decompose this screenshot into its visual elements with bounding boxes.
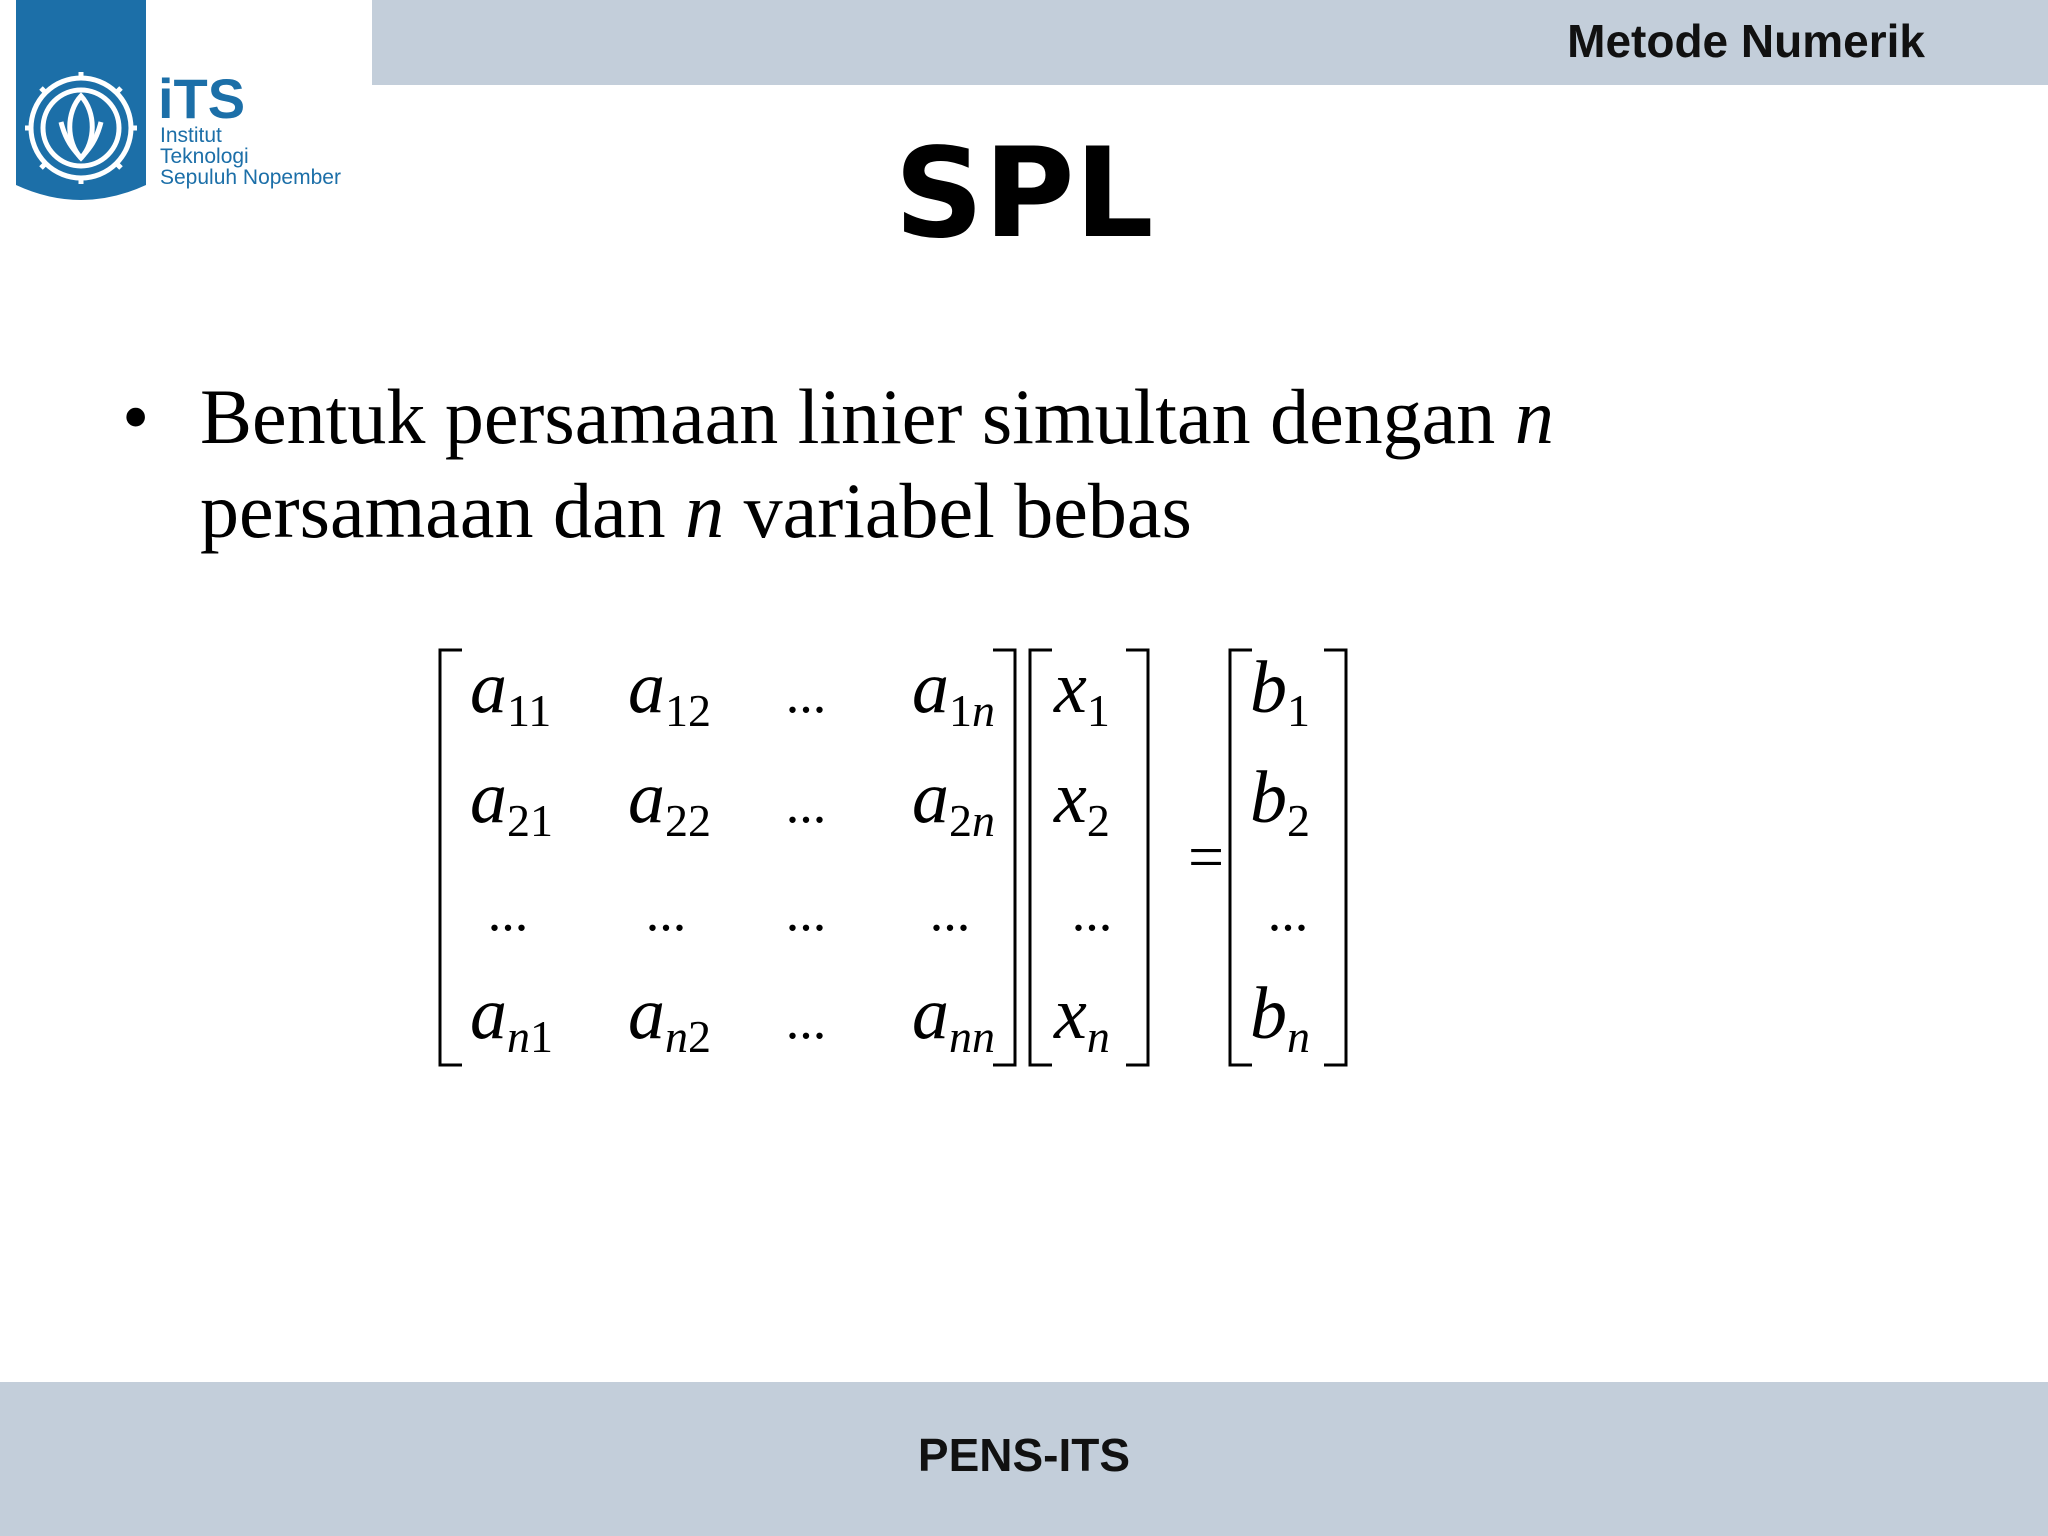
vector-b-cell-2: b2 bbox=[1250, 757, 1310, 846]
vector-x-cell-1: x1 bbox=[1054, 647, 1110, 736]
matrix-equation bbox=[420, 640, 1370, 1070]
matrix-a-cell-3-2: ... bbox=[645, 882, 687, 942]
matrix-a-cell-2-3: ... bbox=[785, 774, 827, 834]
course-title: Metode Numerik bbox=[1567, 15, 1925, 67]
vector-x-right-bracket bbox=[1126, 650, 1148, 1065]
bullet-text bbox=[200, 370, 1700, 558]
matrix-a-cell-1-4: a1n bbox=[912, 647, 995, 736]
matrix-a-cell-4-4: ann bbox=[912, 973, 995, 1062]
matrix-a-left-bracket bbox=[440, 650, 462, 1065]
vector-b-cell-4: bn bbox=[1250, 973, 1310, 1062]
equals-sign: = bbox=[1188, 821, 1225, 892]
bullet-var-n: n bbox=[1514, 373, 1554, 460]
bullet-text-part3: variabel bebas bbox=[724, 467, 1192, 554]
its-logo-abbr: iTS bbox=[158, 67, 246, 130]
matrix-a-right-bracket bbox=[993, 650, 1015, 1065]
vector-b-left-bracket bbox=[1230, 650, 1252, 1065]
footer-text: PENS-ITS bbox=[917, 1429, 1131, 1481]
matrix-a-cell-3-3: ... bbox=[785, 882, 827, 942]
matrix-a-cell-1-2: a12 bbox=[628, 647, 711, 736]
matrix-a-cell-3-1: ... bbox=[487, 882, 529, 942]
its-logo-line3: Sepuluh Nopember bbox=[160, 166, 341, 189]
matrix-a-cell-4-3: ... bbox=[785, 990, 827, 1050]
bullet-var-n-2: n bbox=[685, 467, 725, 554]
its-logo-line2: Teknologi bbox=[160, 145, 249, 168]
matrix-a-cell-2-4: a2n bbox=[912, 757, 995, 846]
bullet-text-part2: persamaan dan bbox=[200, 467, 686, 554]
matrix-a-cell-2-1: a21 bbox=[470, 757, 553, 846]
matrix-a-cell-1-3: ... bbox=[785, 664, 827, 724]
matrix-a-cell-4-2: an2 bbox=[628, 973, 711, 1062]
matrix-a-cell-3-4: ... bbox=[929, 882, 971, 942]
vector-b-cell-1: b1 bbox=[1250, 647, 1310, 736]
vector-x-cell-3: ... bbox=[1071, 882, 1113, 942]
vector-b-cell-3: ... bbox=[1267, 882, 1309, 942]
vector-x-cell-2: x2 bbox=[1054, 757, 1110, 846]
slide-title: SPL bbox=[894, 122, 1154, 266]
its-logo-line1: Institut bbox=[160, 124, 222, 147]
bullet-text-part1: Bentuk persamaan linier simultan dengan bbox=[200, 373, 1515, 460]
matrix-a-cell-4-1: an1 bbox=[470, 973, 553, 1062]
vector-x-cell-4: xn bbox=[1054, 973, 1110, 1062]
matrix-a-cell-1-1: a11 bbox=[470, 647, 552, 736]
vector-b-right-bracket bbox=[1324, 650, 1346, 1065]
bullet-dot: • bbox=[122, 373, 150, 460]
vector-x-left-bracket bbox=[1030, 650, 1052, 1065]
matrix-a-cell-2-2: a22 bbox=[628, 757, 711, 846]
